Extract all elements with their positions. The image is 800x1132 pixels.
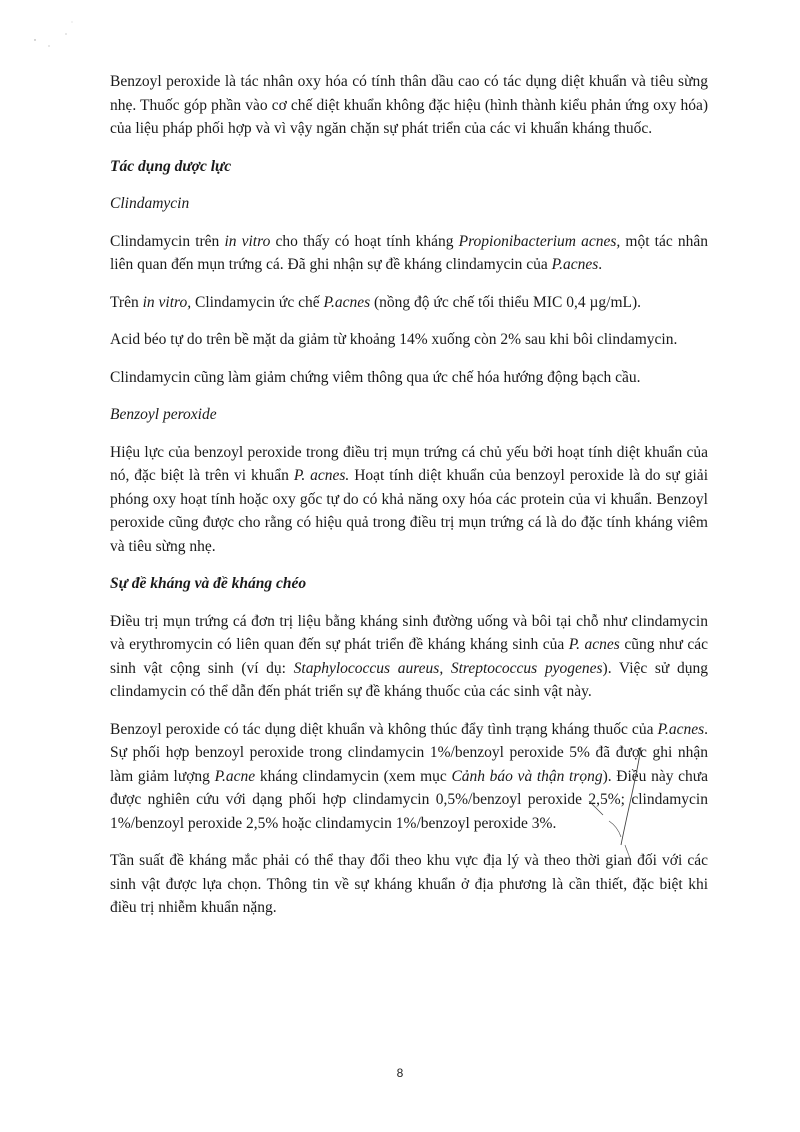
resistance-paragraph-3: Tần suất đề kháng mắc phải có thể thay đổi theo khu vực địa lý và theo thời gian đối với các sinh vật được lựa chọn. Thông tin về sự kháng khuẩn ở địa phương là cần thiết, đặc biệt khi điều trị nhiễm khuẩn nặng. [110,852,708,916]
resistance-paragraph-1: Điều trị mụn trứng cá đơn trị liệu bằng kháng sinh đường uống và bôi tại chỗ như clindamycin và erythromycin có liên quan đến sự phát triển đề kháng kháng sinh của P. acnes cũng như các sinh vật cộng sinh (ví dụ: Staphylococcus aureus, Streptococcus pyogenes). Việc sử dụng clindamycin có thể dẫn đến phát triển sự đề kháng thuốc của các sinh vật này. [110,612,708,700]
intro-paragraph: Benzoyl peroxide là tác nhân oxy hóa có tính thân dầu cao có tác dụng diệt khuẩn và tiêu sừng nhẹ. Thuốc góp phần vào cơ chế diệt khuẩn không đặc hiệu (hình thành kiểu phản ứng oxy hóa) của liệu pháp phối hợp và vì vậy ngăn chặn sự phát triển của các vi khuẩn kháng thuốc. [110,73,708,137]
scan-specks [0,0,120,60]
pharmacodynamics-heading: Tác dụng dược lực [110,157,232,175]
benzoyl-subheading: Benzoyl peroxide [110,406,217,423]
clindamycin-paragraph-2: Trên in vitro, Clindamycin ức chế P.acnes (nồng độ ức chế tối thiểu MIC 0,4 µg/mL). [110,293,642,311]
clindamycin-paragraph-4: Clindamycin cũng làm giảm chứng viêm thông qua ức chế hóa hướng động bạch cầu. [110,368,641,386]
clindamycin-paragraph-1: Clindamycin trên in vitro cho thấy có hoạt tính kháng Propionibacterium acnes, một tác nhân liên quan đến mụn trứng cá. Đã ghi nhận sự đề kháng clindamycin của P.acnes. [110,232,708,273]
clindamycin-paragraph-3: Acid béo tự do trên bề mặt da giảm từ khoảng 14% xuống còn 2% sau khi bôi clindamycin. [110,331,678,348]
page-number: 8 [396,1066,404,1080]
resistance-heading: Sự đề kháng và đề kháng chéo [110,575,307,592]
benzoyl-paragraph-1: Hiệu lực của benzoyl peroxide trong điều trị mụn trứng cá chủ yếu bởi hoạt tính diệt khuẩn của nó, đặc biệt là trên vi khuẩn P. acnes. Hoạt tính diệt khuẩn của benzoyl peroxide là do sự giải phóng oxy hoạt tính hoặc oxy gốc tự do có khả năng oxy hóa các protein của vi khuẩn. Benzoyl peroxide cũng được cho rằng có hiệu quả trong điều trị mụn trứng cá là do đặc tính kháng viêm và tiêu sừng nhẹ. [110,443,708,555]
handwritten-pen-strokes [585,745,685,865]
clindamycin-subheading: Clindamycin [110,195,190,212]
resistance-paragraph-2: Benzoyl peroxide có tác dụng diệt khuẩn và không thúc đẩy tình trạng kháng thuốc của P.acnes. Sự phối hợp benzoyl peroxide trong clindamycin 1%/benzoyl peroxide 5% đã được ghi nhận làm giảm lượng P.acne kháng clindamycin (xem mục Cảnh báo và thận trọng). Điều này chưa được nghiên cứu với dạng phối hợp clindamycin 0,5%/benzoyl peroxide 2,5%; clindamycin 1%/benzoyl peroxide 2,5% hoặc clindamycin 1%/benzoyl peroxide 3%. [110,720,709,832]
